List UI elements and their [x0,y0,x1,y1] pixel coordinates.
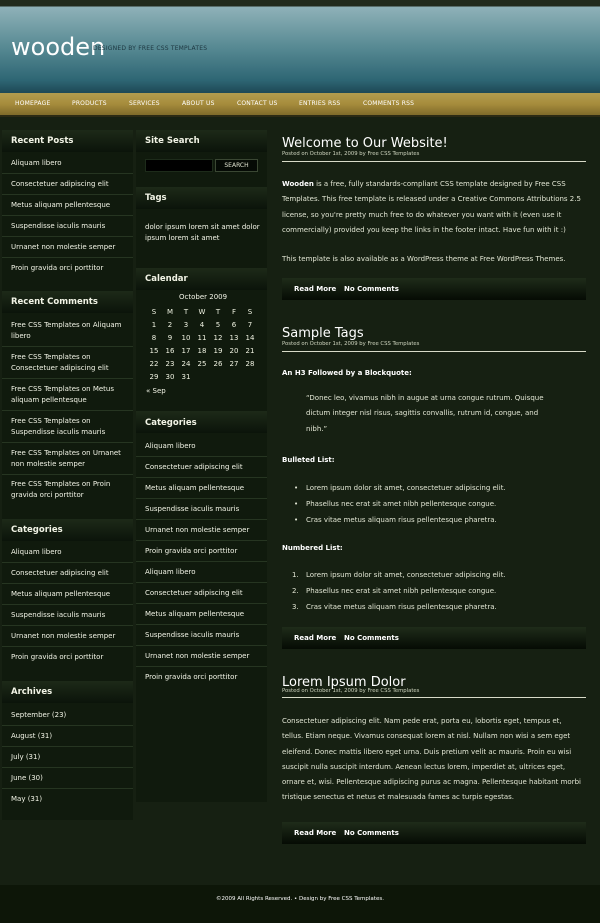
calendar-date[interactable]: 1 [151,321,157,329]
post-title[interactable]: Lorem Ipsum Dolor [282,675,406,690]
post-paragraph [282,714,586,806]
calendar-date[interactable]: 30 [165,373,175,381]
post-paragraph [282,177,586,238]
calendar-date[interactable]: 4 [199,321,205,329]
number-marker: 2. [292,587,299,595]
category-link[interactable]: Suspendisse iaculis mauris [11,611,106,619]
recent-comment-link[interactable]: Free CSS Templates on Suspendisse iaculis mauris [11,417,106,436]
divider [2,215,133,216]
calendar-date[interactable]: 21 [245,347,255,355]
calendar-date[interactable]: 12 [213,334,223,342]
calendar-date[interactable]: 5 [215,321,221,329]
mid-category-link[interactable]: Urnanet non molestie semper [145,652,250,660]
calendar-day-header: W [198,308,206,316]
calendar-date[interactable]: 3 [183,321,189,329]
recent-post-link[interactable]: Consectetuer adipiscing elit [11,180,109,188]
divider [2,474,133,475]
recent-post-link[interactable]: Proin gravida orci porttitor [11,264,104,272]
calendar-prev-link[interactable]: « Sep [146,387,166,395]
site-tagline: DESIGNED BY FREE CSS TEMPLATES [93,45,208,52]
quote-line: “Donec leo, vivamus nibh in augue at urna congue rutrum. Quisque [306,394,544,402]
divider [2,746,133,747]
calendar-date[interactable]: 13 [229,334,239,342]
calendar-date[interactable]: 17 [181,347,191,355]
comments-link[interactable]: No Comments [344,634,399,642]
archive-link[interactable]: August (31) [11,732,53,740]
menu-item-contact-us[interactable]: CONTACT US [237,100,278,107]
divider [2,236,133,237]
divider [136,456,267,457]
mid-category-link[interactable]: Consectetuer adipiscing elit [145,463,243,471]
post-line: tellus. Etiam neque. Vivamus consequat lorem at nisl. Nullam non wisi a sem eget [282,732,571,741]
calendar-day-header: T [183,308,189,316]
calendar-day-header: T [215,308,221,316]
post-rule [282,697,586,698]
number-marker: 3. [292,603,299,611]
calendar-date[interactable]: 10 [181,334,191,342]
comments-link[interactable]: No Comments [344,285,399,293]
mid-category-link[interactable]: Metus aliquam pellentesque [145,484,245,492]
footer-text: ©2009 All Rights Reserved. • Design by Free CSS Templates. [216,896,384,902]
recent-post-link[interactable]: Suspendisse iaculis mauris [11,222,106,230]
calendar-date[interactable]: 24 [181,360,191,368]
post-line: suscipit nulla suscipit interdum. Aenean lectus lorem, imperdiet at, ultrices eget, [282,762,566,771]
recent-post-link[interactable]: Urnanet non molestie semper [11,243,116,251]
post-line: license, so you're pretty much free to do whatever you want with it (even use it [282,210,562,219]
post-meta: Posted on October 1st, 2009 by Free CSS Templates [282,151,420,157]
recent-comments-title: Recent Comments [11,297,98,307]
calendar-date[interactable]: 27 [229,360,239,368]
menu-item-homepage[interactable]: HOMEPAGE [15,100,51,107]
recent-comment-link[interactable]: Free CSS Templates on Aliquam libero [11,321,122,340]
mid-category-link[interactable]: Suspendisse iaculis mauris [145,631,240,639]
bullet-item: Cras vitae metus aliquam risus pellentesque pharetra. [306,516,497,524]
divider [136,540,267,541]
post-links-bar [282,822,586,844]
menu-item-services[interactable]: SERVICES [129,100,160,107]
calendar-date[interactable]: 28 [245,360,255,368]
divider [136,498,267,499]
number-marker: 1. [292,571,299,579]
post-rule [282,161,586,162]
mid-category-link[interactable]: Aliquam libero [145,442,196,450]
divider [2,194,133,195]
calendar-date[interactable]: 20 [229,347,239,355]
divider [136,519,267,520]
mid-categories-title: Categories [145,418,197,428]
bullet-item: Lorem ipsum dolor sit amet, consectetuer adipiscing elit. [306,484,506,492]
post-links-bar [282,278,586,300]
divider [2,646,133,647]
bullet-item: Phasellus nec erat sit amet nibh pellentesque congue. [306,500,497,508]
post-meta: Posted on October 1st, 2009 by Free CSS Templates [282,688,420,694]
divider [2,378,133,379]
post-line: Consectetuer adipiscing elit. Nam pede erat, porta eu, lobortis eget, tempus et, [282,717,562,725]
tags-cloud-line[interactable]: dolor ipsum lorem sit amet dolor [145,223,260,231]
post-links-bar [282,627,586,649]
divider [2,442,133,443]
post-subheading: An H3 Followed by a Blockquote: [282,369,412,377]
divider [136,561,267,562]
categories-title: Categories [11,525,63,535]
mid-category-link[interactable]: Consectetuer adipiscing elit [145,589,243,597]
numbered-item: Phasellus nec erat sit amet nibh pellentesque congue. [306,587,497,595]
menu-item-entries-rss[interactable]: ENTRIES RSS [299,100,341,107]
post-line: Templates. This free template is released under a Creative Commons Attributions 2.5 [282,195,581,204]
tags-title: Tags [145,193,167,203]
divider [2,562,133,563]
divider [136,582,267,583]
recent-posts-title: Recent Posts [11,136,74,146]
divider [2,767,133,768]
mid-category-link[interactable]: Proin gravida orci porttitor [145,673,238,681]
divider [136,666,267,667]
read-more-link[interactable]: Read More [294,634,337,642]
main-menu [0,93,600,117]
calendar-date[interactable]: 19 [213,347,223,355]
post-subheading: Bulleted List: [282,456,335,464]
post-line: commercially) provided you keep the links in the footer intact. Have fun with it :) [282,225,566,234]
search-button[interactable]: SEARCH [215,159,258,172]
mid-category-link[interactable]: Metus aliquam pellentesque [145,610,245,618]
divider [136,477,267,478]
recent-comment-link[interactable]: Free CSS Templates on Metus aliquam pellentesque [11,385,115,404]
post-bold-lead: Wooden [282,180,314,188]
numbered-item: Cras vitae metus aliquam risus pellentesque pharetra. [306,603,497,611]
mid-category-link[interactable]: Aliquam libero [145,568,196,576]
quote-line: nibh.” [306,424,328,433]
category-link[interactable]: Consectetuer adipiscing elit [11,569,109,577]
divider [136,624,267,625]
calendar-day-header: M [166,308,174,316]
calendar-date[interactable]: 6 [231,321,237,329]
menu-item-products[interactable]: PRODUCTS [72,100,107,107]
divider [2,583,133,584]
menu-item-comments-rss[interactable]: COMMENTS RSS [363,100,415,107]
calendar-date[interactable]: 11 [197,334,207,342]
calendar-date[interactable]: 2 [167,321,173,329]
post-line: ornare et, wisi. Pellentesque adipiscing purus ac magna. Pellentesque habitant morbi [282,778,581,787]
post-paragraph: This template is also available as a WordPress theme at Free WordPress Themes. [282,255,566,263]
read-more-link[interactable]: Read More [294,285,337,293]
calendar-date[interactable]: 15 [149,347,159,355]
calendar-date[interactable]: 9 [167,334,173,342]
calendar-date[interactable]: 25 [197,360,207,368]
post-rule [282,351,586,352]
recent-post-link[interactable]: Aliquam libero [11,159,62,167]
divider [2,257,133,258]
calendar-date[interactable]: 23 [165,360,175,368]
calendar-date[interactable]: 22 [149,360,159,368]
site-footer [0,885,600,923]
archives-title: Archives [11,687,53,697]
read-more-link[interactable]: Read More [294,829,337,837]
post-line: tristique senectus et netus et malesuada fames ac turpis egestas. [282,793,514,802]
comments-link[interactable]: No Comments [344,829,399,837]
divider [2,625,133,626]
search-title: Site Search [145,136,200,146]
recent-comment-link[interactable]: Free CSS Templates on Urnanet non molestie semper [11,449,121,468]
site-header [0,0,600,93]
category-link[interactable]: Urnanet non molestie semper [11,632,116,640]
bullet-dot: • [294,500,299,508]
post-meta: Posted on October 1st, 2009 by Free CSS Templates [282,341,420,347]
divider [2,725,133,726]
recent-comment-link[interactable]: Free CSS Templates on Consectetuer adipiscing elit [11,353,109,372]
divider [2,346,133,347]
divider [2,604,133,605]
site-logo[interactable]: wooden [11,33,106,61]
bullet-dot: • [294,484,299,492]
search-input[interactable] [145,159,213,172]
calendar-date[interactable]: 16 [165,347,175,355]
tags-cloud-line[interactable]: ipsum lorem sit amet [145,234,220,242]
mid-category-link[interactable]: Suspendisse iaculis mauris [145,505,240,513]
divider [2,173,133,174]
post-title[interactable]: Sample Tags [282,326,364,341]
calendar-title: Calendar [145,274,188,284]
recent-comment-link[interactable]: Free CSS Templates on Proin gravida orci porttitor [11,480,111,499]
blockquote [306,391,556,437]
post-line: eleifend. Donec mattis libero eget urna. Duis pretium velit ac mauris. Proin eu wisi [282,747,572,756]
archive-link[interactable]: July (31) [11,753,41,761]
calendar-month: October 2009 [179,293,228,301]
calendar-date[interactable]: 26 [213,360,223,368]
divider [2,788,133,789]
archive-link[interactable]: May (31) [11,795,43,803]
calendar-date[interactable]: 18 [197,347,207,355]
post-subheading: Numbered List: [282,544,343,552]
mid-category-link[interactable]: Proin gravida orci porttitor [145,547,238,555]
divider [136,603,267,604]
quote-line: dictum integer nisl risus, sagittis convallis, rutrum id, congue, and [306,409,539,418]
post-title[interactable]: Welcome to Our Website! [282,136,448,151]
bullet-dot: • [294,516,299,524]
post-line: is a free, fully standards-compliant CSS template designed by Free CSS [313,180,566,188]
calendar-date[interactable]: 29 [149,373,159,381]
calendar-date[interactable]: 8 [151,334,157,342]
category-link[interactable]: Aliquam libero [11,548,62,556]
recent-post-link[interactable]: Metus aliquam pellentesque [11,201,111,209]
archive-link[interactable]: June (30) [11,774,43,782]
numbered-item: Lorem ipsum dolor sit amet, consectetuer adipiscing elit. [306,571,506,579]
category-link[interactable]: Metus aliquam pellentesque [11,590,111,598]
archive-link[interactable]: September (23) [11,711,67,719]
calendar-date[interactable]: 14 [245,334,255,342]
calendar-date[interactable]: 7 [247,321,253,329]
menu-item-about-us[interactable]: ABOUT US [182,100,215,107]
calendar-day-header: S [247,308,253,316]
calendar-day-header: F [231,308,237,316]
category-link[interactable]: Proin gravida orci porttitor [11,653,104,661]
calendar-day-header: S [151,308,157,316]
mid-category-link[interactable]: Urnanet non molestie semper [145,526,250,534]
divider [136,645,267,646]
divider [2,410,133,411]
calendar-date[interactable]: 31 [181,373,191,381]
